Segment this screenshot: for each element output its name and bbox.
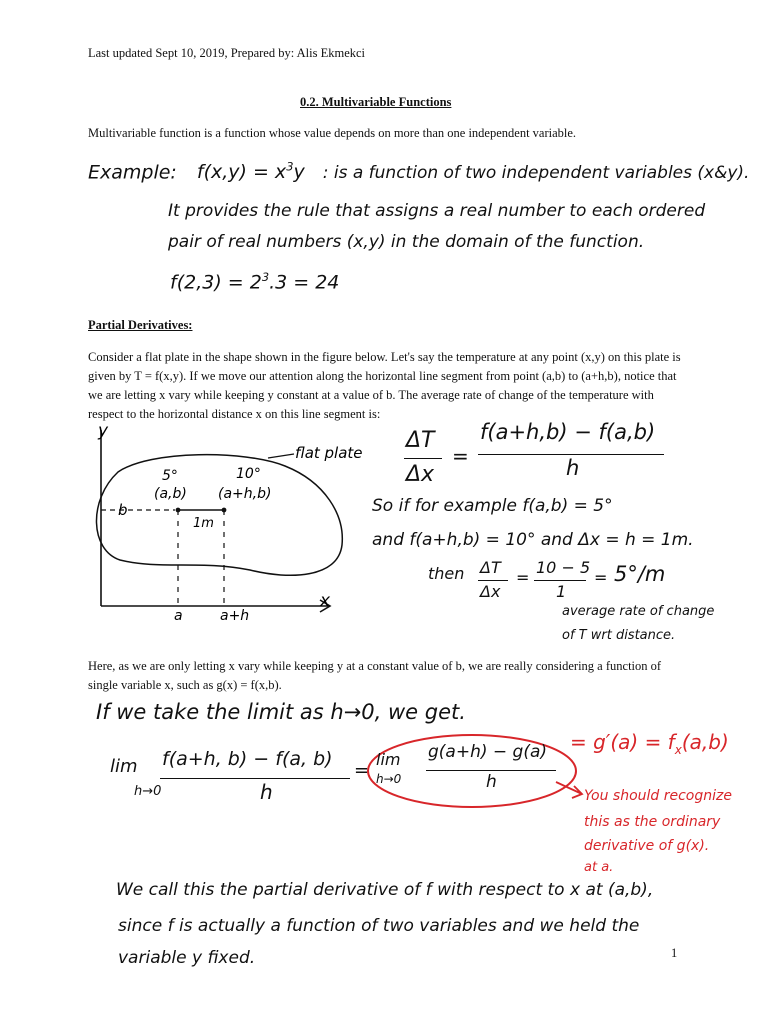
limit-intro: If we take the limit as h→0, we get.: [96, 700, 466, 724]
ratio-eq: =: [452, 444, 469, 468]
conclusion-line-1: We call this the partial derivative of f with respect to x at (a,b),: [116, 880, 654, 900]
example2-then: then: [428, 564, 465, 583]
flat-plate-label: flat plate: [295, 444, 363, 462]
point-label-2: (a+h,b): [218, 486, 272, 502]
example2-bar-2: [534, 580, 586, 581]
example2-den: 1: [556, 582, 567, 601]
point-ahb: [222, 508, 227, 513]
red-note-4: at a.: [584, 860, 614, 875]
example2-num: 10 − 5: [536, 558, 591, 577]
example-calc: $f(2,3) = 2^3.3 = 24$: [170, 270, 340, 294]
ratio-rhs-num: f(a+h,b) − f(a,b): [480, 420, 656, 444]
plate-outline: [96, 455, 342, 576]
ratio-rhs-den: h: [566, 456, 580, 480]
conclusion-line-3: variable y fixed.: [118, 948, 256, 968]
y-axis-label: y: [98, 421, 109, 441]
single-var-text: Here, as we are only letting x vary while keeping y at a constant value of b, we are really considering a function of single variable x, such as g(x) = f(x,b).: [88, 659, 662, 692]
example2-eq2: =: [594, 568, 608, 587]
point-label-1: (a,b): [154, 486, 187, 502]
example-func: $f(x,y) = x^3y$: [196, 160, 305, 184]
limit-sub2: h→0: [376, 772, 402, 786]
example2-dx: Δx: [480, 582, 501, 601]
limit-lim: lim: [110, 756, 138, 777]
limit-result: = $g'(a) = f_x(a,b)$: [570, 730, 729, 757]
example2-line1: So if for example f(a,b) = 5°: [372, 496, 613, 516]
limit-bar-2: [426, 770, 556, 771]
ratio-dt: ΔT: [406, 428, 435, 453]
header-text: Last updated Sept 10, 2019, Prepared by: Alis Ekmekci: [88, 46, 366, 60]
example2-eq1: =: [516, 568, 530, 587]
plate-figure: [80, 420, 370, 630]
temp-2: 10°: [236, 466, 261, 482]
ratio-bar-1: [404, 458, 442, 459]
example-line-3: pair of real numbers (x,y) in the domain of the function.: [168, 232, 645, 252]
page-number: 1: [671, 946, 678, 960]
example-line-1: [88, 160, 749, 183]
example2-result: 5°/m: [614, 562, 666, 586]
limit-eq: =: [354, 760, 370, 781]
limit-lim2: lim: [376, 750, 401, 769]
conclusion-line-2: since f is actually a function of two variables and we held the: [118, 916, 640, 936]
limit-bar-1: [160, 778, 350, 779]
example-desc: : is a function of two independent variables (x&y).: [322, 163, 750, 184]
red-note-1: You should recognize: [584, 788, 732, 804]
example2-note1: average rate of change: [562, 604, 715, 619]
example2-bar-1: [478, 580, 508, 581]
point-ab: [176, 508, 181, 513]
plate-pointer: [268, 454, 294, 458]
h-label: 1m: [193, 516, 214, 531]
limit-den2: h: [486, 772, 497, 792]
example2-note2: of T wrt distance.: [562, 628, 676, 643]
ratio-dx: Δx: [406, 462, 435, 487]
section-title: 0.2. Multivariable Functions: [300, 95, 452, 109]
example-line-2: It provides the rule that assigns a real number to each ordered: [168, 201, 706, 221]
limit-sub: h→0: [134, 784, 162, 799]
temp-1: 5°: [162, 468, 178, 484]
limit-num: f(a+h, b) − f(a, b): [162, 748, 333, 770]
intro-text: Multivariable function is a function whose value depends on more than one independent variable.: [88, 126, 577, 140]
a-label: a: [174, 608, 183, 624]
partial-heading: Partial Derivatives:: [88, 318, 193, 332]
ratio-bar-2: [478, 454, 664, 455]
b-label: b: [118, 501, 128, 519]
red-note-3: derivative of g(x).: [584, 838, 710, 854]
limit-num2: g(a+h) − g(a): [428, 742, 548, 762]
example2-line2: and f(a+h,b) = 10° and Δx = h = 1m.: [372, 530, 694, 550]
example2-dt: ΔT: [480, 558, 501, 577]
red-note-2: this as the ordinary: [584, 814, 721, 830]
ah-label: a+h: [220, 608, 250, 624]
partial-paragraph: Consider a flat plate in the shape shown in the figure below. Let's say the temperature at any point (x,y) on this plate is given by T = f(x,y). If we move our attention along the horizontal line segment from point (a,b) to (a+h,b), notice that we are letting x vary while keeping y constant at a value of b. The average rate of change of the temperature with respect to the horizontal distance x on this line segment is:: [88, 350, 681, 421]
example-label: Example:: [88, 161, 177, 184]
limit-den: h: [260, 780, 273, 804]
x-axis-label: x: [320, 591, 331, 611]
